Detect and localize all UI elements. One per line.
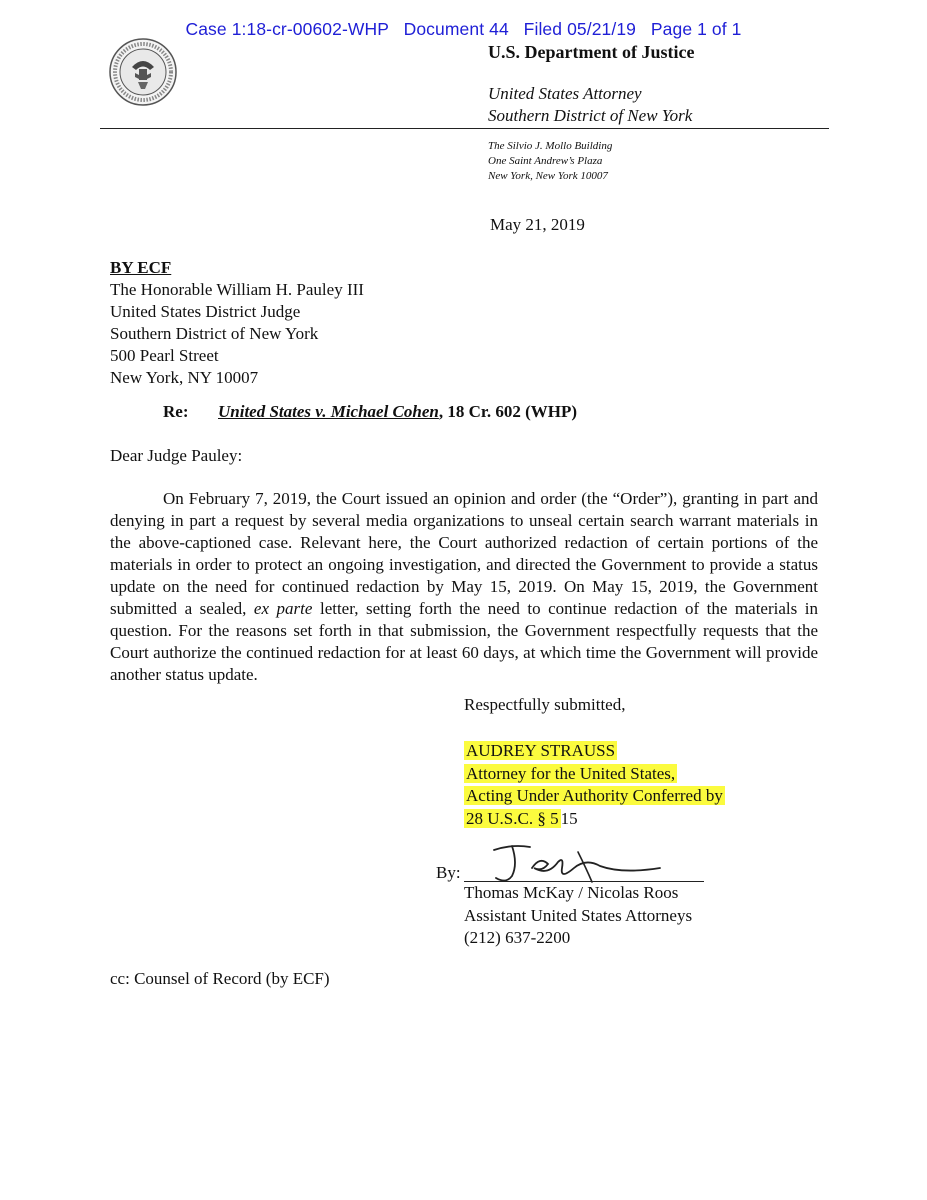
case-docket: , 18 Cr. 602 (WHP) <box>438 402 578 421</box>
addressee-line: 500 Pearl Street <box>110 346 219 365</box>
addressee-block <box>110 257 364 389</box>
case-number: Case 1:18-cr-00602-WHP <box>185 19 389 39</box>
statute-citation: 28 U.S.C. § 5 <box>466 808 559 828</box>
us-attorney-title: Attorney for the United States, <box>466 763 676 783</box>
building-line: The Silvio J. Mollo Building <box>488 140 613 152</box>
letterhead-divider <box>100 128 829 129</box>
salutation: Dear Judge Pauley: <box>110 446 243 465</box>
signer-title: Assistant United States Attorneys <box>464 905 693 925</box>
office-name <box>488 83 692 127</box>
addressee-line: The Honorable William H. Pauley III <box>110 280 364 299</box>
signer-phone: (212) 637-2200 <box>464 928 571 947</box>
addressee-line: United States District Judge <box>110 302 301 321</box>
signature-block <box>464 740 725 830</box>
office-line: Southern District of New York <box>488 106 693 125</box>
us-attorney-name: AUDREY STRAUSS <box>466 741 616 760</box>
doj-seal-icon <box>108 37 178 107</box>
filed-date: Filed 05/21/19 <box>523 19 636 39</box>
body-text-part: letter, setting forth the need to continue redaction of the materials in question. For the reasons set forth in that submission, the Government respectfully requests that the Court authorize the continued redaction for at least 60 days, at which time the Government will provide another status update. <box>110 599 818 684</box>
cc-line: cc: Counsel of Record (by ECF) <box>110 969 330 988</box>
building-address <box>488 139 612 184</box>
handwritten-signature <box>482 838 672 888</box>
statute-citation-rest: 15 <box>560 808 578 828</box>
body-paragraph <box>110 488 818 686</box>
case-name: United States v. Michael Cohen <box>218 402 439 421</box>
by-label: By: <box>436 863 461 882</box>
authority-line: Acting Under Authority Conferred by <box>466 786 723 805</box>
document-number: Document 44 <box>403 19 509 39</box>
delivery-method: BY ECF <box>110 258 172 277</box>
body-italic-term: ex parte <box>253 599 313 618</box>
addressee-line: New York, NY 10007 <box>110 368 259 387</box>
signers-block <box>464 882 692 950</box>
office-line: United States Attorney <box>488 84 642 103</box>
re-label: Re: <box>163 402 189 421</box>
closing: Respectfully submitted, <box>464 695 626 714</box>
letter-date: May 21, 2019 <box>490 215 585 234</box>
re-line <box>163 402 577 422</box>
building-line: New York, New York 10007 <box>488 170 608 182</box>
agency-name: U.S. Department of Justice <box>488 42 695 62</box>
building-line: One Saint Andrew’s Plaza <box>488 155 603 167</box>
addressee-line: Southern District of New York <box>110 324 319 343</box>
signer-names: Thomas McKay / Nicolas Roos <box>464 883 679 902</box>
body-text-part: On February 7, 2019, the Court issued an opinion and order (the “Order”), granting in part and denying in part a request by several media organizations to unseal certain search warrant materials in the above-captioned case. Relevant here, the Court authorized redaction of certain portions of the materials in order to protect an ongoing investigation, and directed the Government to provide a status update on the need for continued redaction by May 15, 2019. On May 15, 2019, the Government submitted a sealed, <box>110 489 818 618</box>
page-count: Page 1 of 1 <box>650 19 742 39</box>
